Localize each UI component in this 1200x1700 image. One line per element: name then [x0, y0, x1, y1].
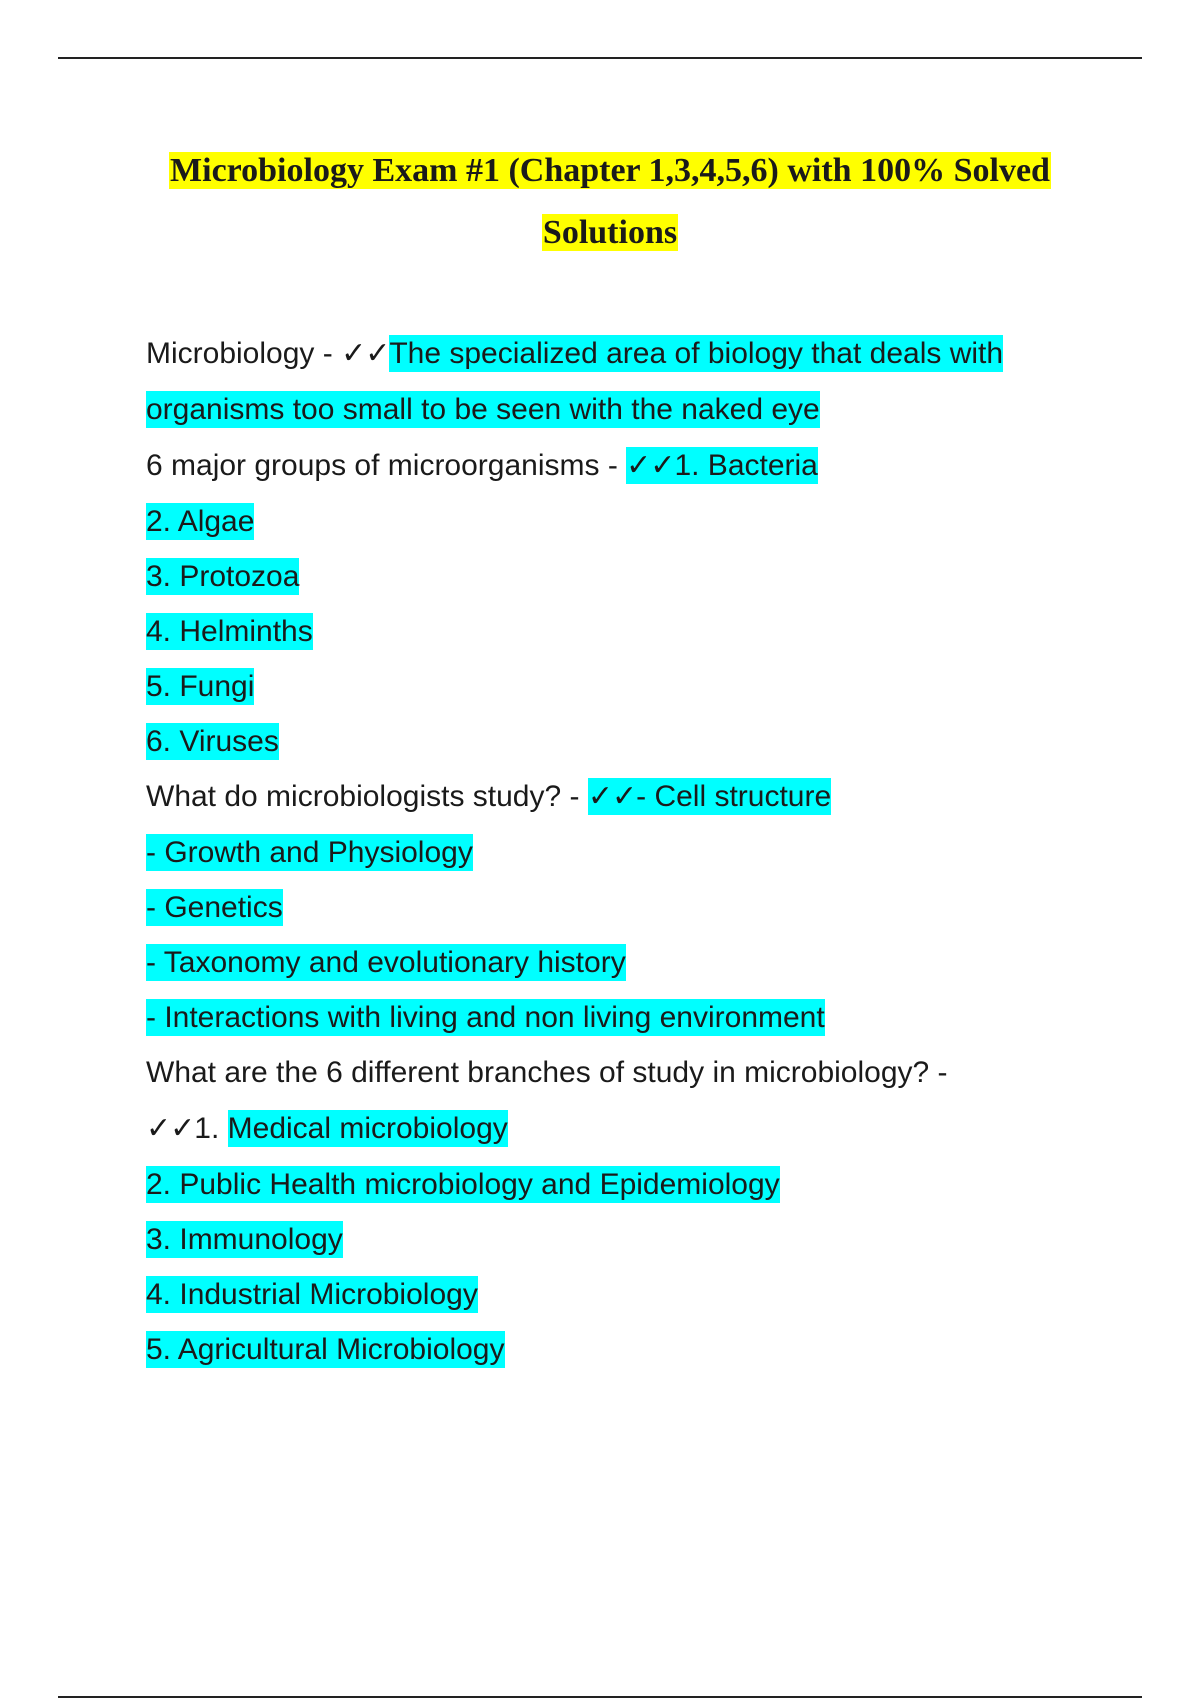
answer: organisms too small to be seen with the naked eye: [146, 393, 820, 426]
footer-rule: [58, 1696, 1142, 1698]
check-mark-icon: ✓✓: [341, 337, 390, 370]
entry-microbiology: [146, 326, 1086, 382]
list-item: 5. Fungi: [146, 670, 255, 703]
answer: The specialized area of biology that deals with: [389, 337, 1004, 370]
document-body: [146, 326, 1086, 1377]
entry-microbiologists-study: [146, 769, 1086, 825]
term: What do microbiologists study? -: [146, 780, 588, 813]
list-item: 6. Viruses: [146, 725, 279, 758]
title-line-1: Microbiology Exam #1 (Chapter 1,3,4,5,6) with 100% Solved: [170, 152, 1050, 189]
list-item: - Interactions with living and non living environment: [146, 1001, 825, 1034]
list-item: 3. Immunology: [146, 1223, 343, 1256]
list-item: 2. Algae: [146, 505, 255, 538]
list-item: 5. Agricultural Microbiology: [146, 1333, 505, 1366]
list-item: 3. Protozoa: [146, 560, 300, 593]
check-mark-icon: ✓✓: [626, 449, 675, 482]
term: Microbiology -: [146, 337, 342, 370]
title-line-2: Solutions: [542, 214, 678, 251]
answer-continuation: [146, 382, 1086, 438]
answer-continuation: [146, 1101, 1086, 1157]
term: 6 major groups of microorganisms -: [146, 449, 627, 482]
answer-prefix: 1.: [194, 1112, 228, 1145]
list-item: - Growth and Physiology: [146, 836, 473, 869]
list-item: - Taxonomy and evolutionary history: [146, 946, 626, 979]
list-item: 4. Industrial Microbiology: [146, 1278, 478, 1311]
document-title: [130, 140, 1090, 264]
check-mark-icon: ✓✓: [587, 780, 637, 813]
entry-branches: [146, 1045, 1086, 1101]
answer: 1. Bacteria: [674, 449, 818, 482]
entry-major-groups: [146, 438, 1086, 494]
answer: - Cell structure: [636, 780, 832, 813]
term: What are the 6 different branches of study in microbiology? -: [146, 1056, 948, 1089]
answer: Medical microbiology: [227, 1112, 508, 1145]
check-mark-icon: ✓✓: [146, 1112, 195, 1145]
list-item: 2. Public Health microbiology and Epidemiology: [146, 1168, 780, 1201]
list-item: - Genetics: [146, 891, 283, 924]
list-item: 4. Helminths: [146, 615, 313, 648]
header-rule: [58, 57, 1142, 59]
